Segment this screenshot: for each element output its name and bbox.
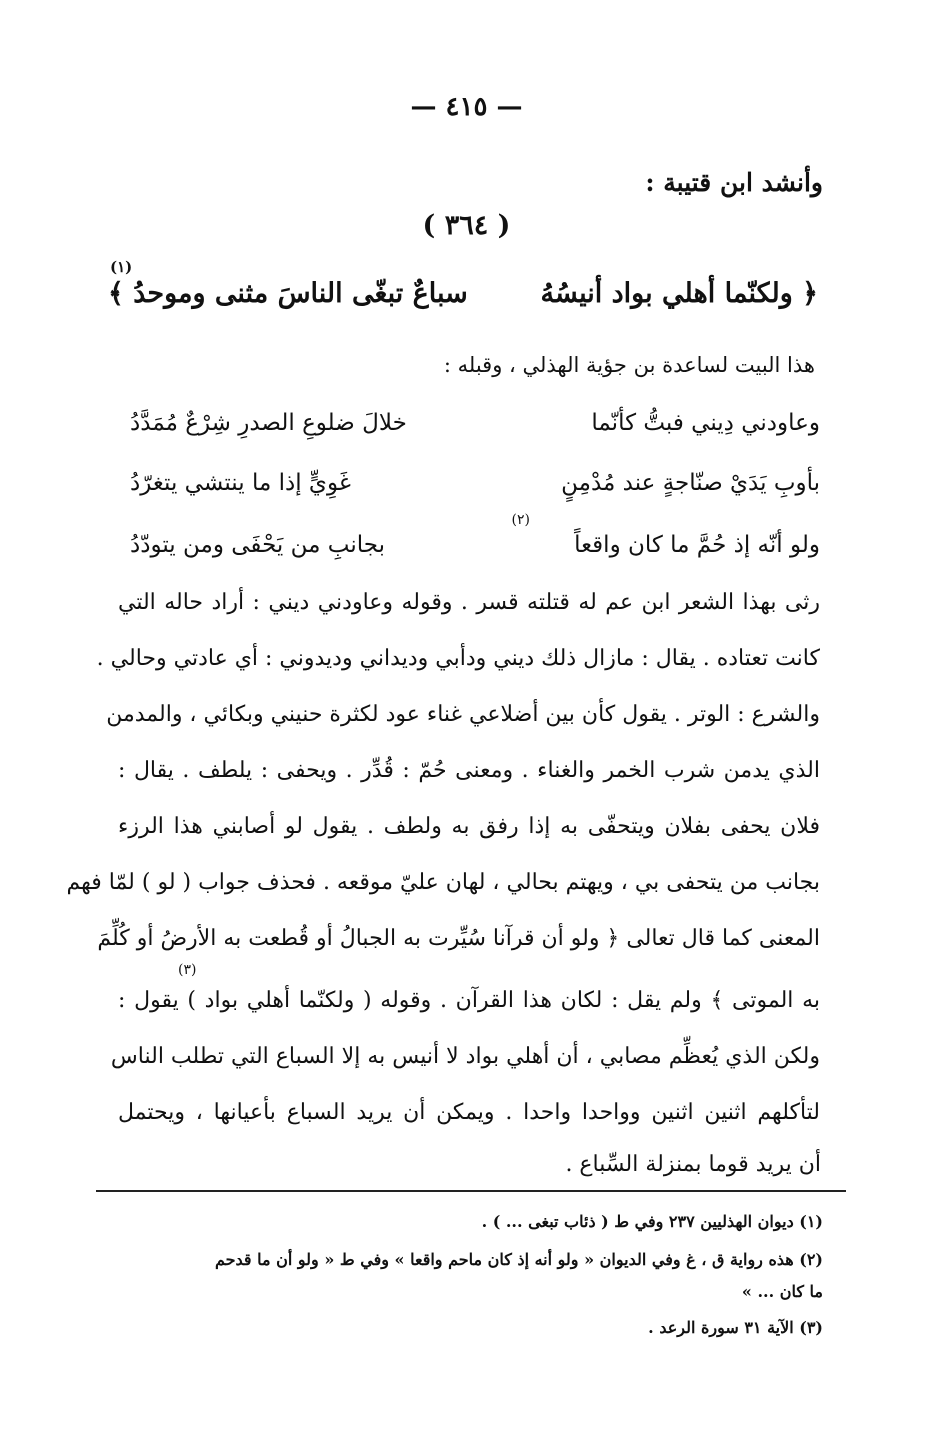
prose-line: والشرع : الوتر . يقول كأن بين أضلاعي غناء عود لكثرة حنيني وبكائي ، والمدمن: [106, 702, 820, 727]
verse-row: [120, 410, 820, 456]
verse-row: [120, 470, 820, 516]
footnote-separator: [96, 1190, 846, 1192]
prose-line: فلان يحفى بفلان ويتحفّى به إذا رفق به ولطف . يقول لو أصابني هذا الرزء: [118, 814, 820, 839]
prose-line: لتأكلهم اثنين اثنين وواحدا واحدا . ويمكن أن يريد السباع بأعيانها ، ويحتمل: [118, 1100, 820, 1125]
footnote-1: (١) ديوان الهذليين ٢٣٧ وفي ط ( ذئاب تبغى ... ) .: [481, 1212, 823, 1231]
footnote-2: (٢) هذه رواية ق ، غ وفي الديوان « ولو أنه إذ كان ماحم واقعا » وفي ط « ولو أن ما قدحم: [214, 1250, 823, 1269]
main-verse: [108, 258, 818, 328]
prose-line: كانت تعتاده . يقال : مازال ذلك ديني ودأبي وديداني وديدوني : أي عادتي وحالي .: [96, 646, 820, 671]
verse-hemistich-1: وعاودني دِيني فبتُّ كأنّما: [591, 410, 820, 436]
prose-line: المعنى كما قال تعالى ﴿ ولو أن قرآنا سُيِّرت به الجبالُ أو قُطعت به الأرضُ أو كُلِّمَ: [97, 926, 820, 951]
verse-hemistich-2: غَوِيٍّ إذا ما ينتشي يتغرّدُ: [130, 470, 351, 496]
footnote-marker-1: (١): [110, 258, 133, 276]
verse-hemistich-2: بجانبِ من يَحْفَى ومن يتودّدُ: [130, 532, 386, 558]
prose-line: بجانب من يتحفى بي ، ويهتم بحالي ، لهان عليّ موقعه . فحذف جواب ( لو ) لمّا فهم: [66, 870, 820, 895]
poem-number: ( ٣٦٤ ): [422, 210, 511, 241]
prose-line: ولكن الذي يُعظِّم مصابي ، أن أهلي بواد لا أنيس به إلا السباع التي تطلب الناس: [110, 1044, 820, 1069]
prose-line: رثى بهذا الشعر ابن عم له قتلته قسر . وقوله وعاودني ديني : أراد حاله التي: [118, 590, 820, 615]
footnote-2-continued: ما كان ... »: [741, 1282, 823, 1301]
prose-line: الذي يدمن شرب الخمر والغناء . ومعنى حُمّ : قُدِّر . ويحفى : يلطف . يقال :: [118, 758, 820, 783]
page-number: — ٤١٥ —: [410, 92, 523, 122]
prose-last-line: أن يريد قوما بمنزلة السِّباع .: [565, 1152, 821, 1177]
verse-row: [120, 512, 820, 578]
footnote-marker-2: (٢): [511, 512, 530, 528]
main-verse-hemistich-1: ﴿ ولكنّما أهلي بواد أنيسُهُ: [540, 278, 818, 309]
footnote-3: (٣) الآية ٣١ سورة الرعد .: [648, 1318, 823, 1337]
main-verse-hemistich-2: سباعٌ تبغّى الناسَ مثنى وموحدُ ﴾: [108, 278, 468, 309]
attribution-note: هذا البيت لساعدة بن جؤية الهذلي ، وقبله :: [443, 353, 815, 377]
verse-hemistich-1: بأوبِ يَدَيْ صنّاجةٍ عند مُدْمِنٍ: [561, 470, 820, 496]
prose-line: [118, 962, 820, 1013]
footnote-marker-3: (٣): [178, 962, 197, 978]
intro-line: وأنشد ابن قتيبة :: [645, 168, 823, 197]
prose-line-text: به الموتى ﴾ ولم يقل : لكان هذا القرآن . وقوله ( ولكنّما أهلي بواد ) يقول :: [118, 988, 820, 1013]
verse-hemistich-1: ولو أنّه إذ حُمَّ ما كان واقعاً: [574, 532, 820, 558]
verse-hemistich-2: خلالَ ضلوعِ الصدرِ شِرْعٌ مُمَدَّدُ: [130, 410, 407, 436]
